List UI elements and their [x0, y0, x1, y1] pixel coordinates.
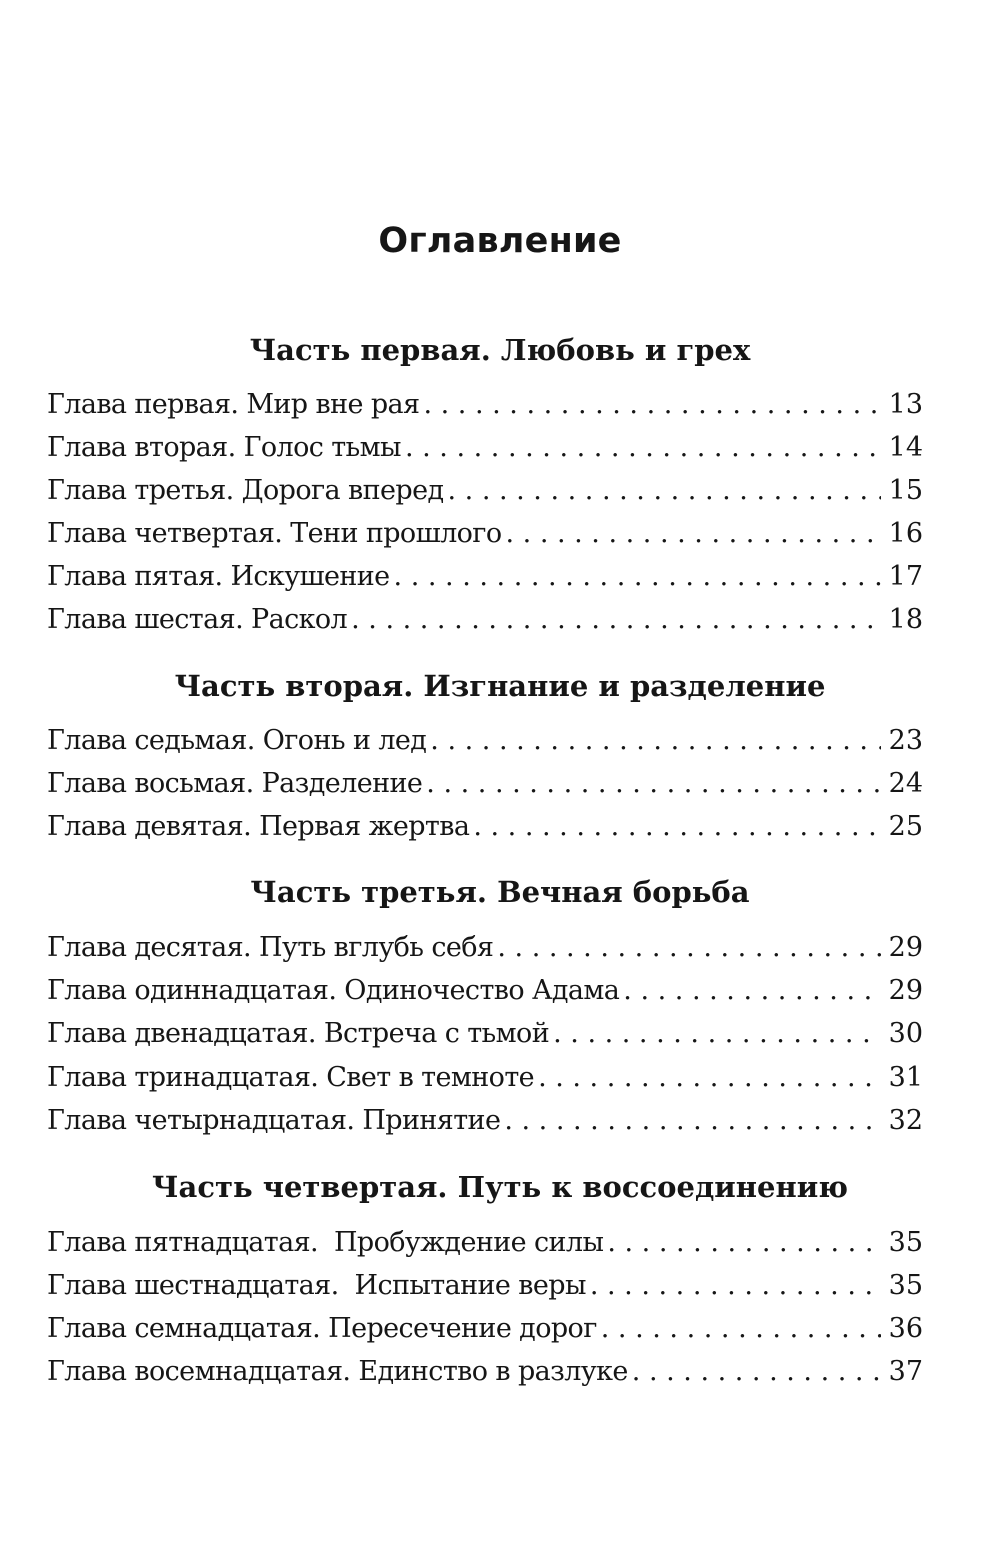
dot-leader: [423, 384, 880, 426]
toc-entry: [47, 513, 923, 555]
toc-entry: [47, 556, 923, 598]
page-number: 14: [888, 432, 923, 463]
dot-leader: [505, 513, 880, 555]
toc-entry: [47, 927, 923, 969]
dot-leader: [601, 1308, 881, 1350]
toc-entry: [47, 1057, 923, 1099]
dot-leader: [394, 556, 881, 598]
dot-leader: [447, 470, 880, 512]
toc-entry: [47, 1265, 923, 1307]
toc-entry: [47, 720, 923, 762]
dot-leader: [430, 720, 880, 762]
dot-leader: [623, 970, 880, 1012]
dot-leader: [590, 1265, 881, 1307]
page-number: 30: [888, 1018, 923, 1049]
entry-title: Глава тринадцатая. Свет в темноте: [47, 1062, 535, 1093]
page-number: 18: [888, 604, 923, 635]
page-number: 23: [888, 725, 923, 756]
page-number: 15: [888, 475, 923, 506]
page-number: 37: [888, 1356, 923, 1387]
page-number: 16: [888, 518, 923, 549]
toc-entry: [47, 806, 923, 848]
toc-entry: [47, 1351, 923, 1393]
dot-leader: [405, 427, 881, 469]
dot-leader: [497, 927, 880, 969]
entry-title: Глава семнадцатая. Пересечение дорог: [47, 1313, 597, 1344]
toc-entry: [47, 1100, 923, 1142]
part-heading: Часть вторая. Изгнание и разделение: [174, 669, 826, 703]
toc-entry: [47, 470, 923, 512]
page-number: 35: [888, 1270, 923, 1301]
toc-entry: [47, 427, 923, 469]
entry-title: Глава седьмая. Огонь и лед: [47, 725, 427, 756]
page-number: 25: [888, 811, 923, 842]
entry-title: Глава восемнадцатая. Единство в разлуке: [47, 1356, 628, 1387]
page-number: 36: [888, 1313, 923, 1344]
part-heading: Часть третья. Вечная борьба: [250, 875, 750, 909]
page-number: 31: [888, 1062, 923, 1093]
page-number: 32: [888, 1105, 923, 1136]
entry-title: Глава восьмая. Разделение: [47, 768, 423, 799]
entry-title: Глава вторая. Голос тьмы: [47, 432, 401, 463]
toc-entry: [47, 384, 923, 426]
dot-leader: [473, 806, 880, 848]
dot-leader: [504, 1100, 880, 1142]
entry-title: Глава пятнадцатая. Пробуждение силы: [47, 1227, 604, 1258]
entry-title: Глава десятая. Путь вглубь себя: [47, 932, 494, 963]
entry-title: Глава шестая. Раскол: [47, 604, 348, 635]
dot-leader: [553, 1013, 881, 1055]
entry-title: Глава одиннадцатая. Одиночество Адама: [47, 975, 620, 1006]
entry-title: Глава двенадцатая. Встреча с тьмой: [47, 1018, 550, 1049]
toc-entry: [47, 1308, 923, 1350]
page-title: Оглавление: [378, 221, 622, 261]
dot-leader: [632, 1351, 881, 1393]
toc-entry: [47, 1013, 923, 1055]
entry-title: Глава четырнадцатая. Принятие: [47, 1105, 501, 1136]
dot-leader: [538, 1057, 881, 1099]
page-number: 13: [888, 389, 923, 420]
entry-title: Глава третья. Дорога вперед: [47, 475, 444, 506]
toc-entry: [47, 970, 923, 1012]
entry-title: Глава пятая. Искушение: [47, 561, 390, 592]
page-number: 29: [888, 932, 923, 963]
toc-entry: [47, 763, 923, 805]
page-number: 29: [888, 975, 923, 1006]
entry-title: Глава шестнадцатая. Испытание веры: [47, 1270, 586, 1301]
entry-title: Глава четвертая. Тени прошлого: [47, 518, 502, 549]
part-heading: Часть четвертая. Путь к воссоединению: [152, 1170, 848, 1204]
page-number: 24: [888, 768, 923, 799]
entry-title: Глава девятая. Первая жертва: [47, 811, 470, 842]
part-heading: Часть первая. Любовь и грех: [249, 333, 751, 367]
dot-leader: [426, 763, 880, 805]
page-number: 35: [888, 1227, 923, 1258]
dot-leader: [351, 599, 881, 641]
dot-leader: [607, 1222, 880, 1264]
entry-title: Глава первая. Мир вне рая: [47, 389, 420, 420]
toc-entry: [47, 599, 923, 641]
page-number: 17: [888, 561, 923, 592]
toc-entry: [47, 1222, 923, 1264]
